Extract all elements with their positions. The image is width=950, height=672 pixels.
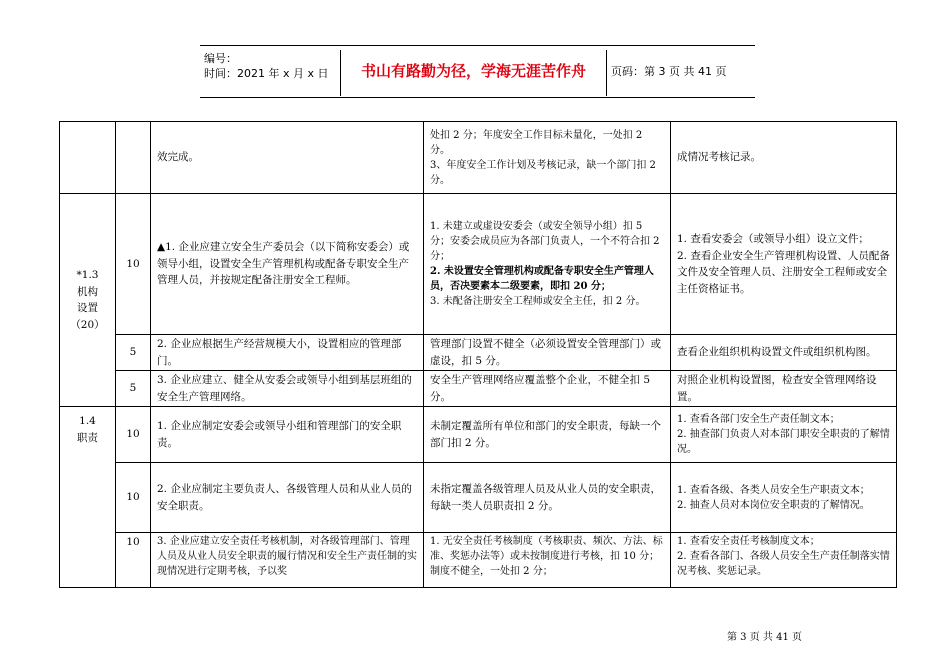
method-cell: 1. 查看各部门安全生产责任制文本； 2. 抽查部门负责人对本部门职安全职责的了解情况。 xyxy=(671,407,897,463)
table-row xyxy=(60,407,897,463)
requirement-cell: 3. 企业应建立安全责任考核机制，对各级管理部门、管理人员及从业人员安全职责的履行情况和安全生产责任制的实现情况进行定期考核，予以奖 xyxy=(151,533,424,588)
item-label: *1.3 机构 设置 （20） xyxy=(60,194,116,407)
score-cell xyxy=(116,122,151,194)
requirement-cell: 效完成。 xyxy=(151,122,424,194)
document-number-label: 编号： xyxy=(204,52,237,65)
table-row xyxy=(60,533,897,588)
method-cell: 1. 查看安委会（或领导小组）设立文件； 2. 查看企业安全生产管理机构设置、人员配备文件及安全管理人员、注册安全工程师或安全主任资格证书。 xyxy=(671,194,897,335)
deduction-line: 3、年度安全工作计划及考核记录，缺一个部门扣 2 分。 xyxy=(430,159,656,186)
requirement-cell: 2. 企业应根据生产经营规模大小，设置相应的管理部门。 xyxy=(151,335,424,371)
item-label: 1.4 职责 xyxy=(60,407,116,588)
deduction-cell xyxy=(424,122,671,194)
deduction-cell: 管理部门设置不健全（必须设置安全管理部门）或虚设，扣 5 分。 xyxy=(424,335,671,371)
score-cell: 10 xyxy=(116,194,151,335)
score-cell: 5 xyxy=(116,335,151,371)
veto-deduction-line: 2. 未设置安全管理机构或配备专职安全生产管理人员，否决要素本二级要素，即扣 20 分； xyxy=(430,266,654,292)
table-row xyxy=(60,335,897,371)
header-meta xyxy=(204,51,329,81)
score-cell: 10 xyxy=(116,407,151,463)
requirement-cell: 1. 企业应制定安委会或领导小组和管理部门的安全职责。 xyxy=(151,407,424,463)
score-cell: 10 xyxy=(116,463,151,533)
header-motto: 书山有路勤为径，学海无涯苦作舟 xyxy=(360,62,586,80)
method-cell: 成情况考核记录。 xyxy=(671,122,897,194)
header-page-info: 页码：第 3 页 共 41 页 xyxy=(611,65,727,78)
item-cell xyxy=(60,122,116,194)
deduction-cell: 1. 无安全责任考核制度（考核职责、频次、方法、标准、奖惩办法等）或未按制度进行考核，扣 10 分；制度不健全，一处扣 2 分； xyxy=(424,533,671,588)
deduction-cell: 未制定覆盖所有单位和部门的安全职责，每缺一个部门扣 2 分。 xyxy=(424,407,671,463)
header-divider xyxy=(606,50,607,96)
deduction-line: 处扣 2 分；年度安全工作目标未量化，一处扣 2 分。 xyxy=(430,129,643,156)
table-row xyxy=(60,122,897,194)
deduction-cell xyxy=(424,194,671,335)
deduction-cell: 未指定覆盖各级管理人员及从业人员的安全职责，每缺一类人员职责扣 2 分。 xyxy=(424,463,671,533)
deduction-cell: 安全生产管理网络应覆盖整个企业，不健全扣 5 分。 xyxy=(424,371,671,407)
score-cell: 10 xyxy=(116,533,151,588)
method-cell: 1. 查看各级、各类人员安全生产职责文本； 2. 抽查人员对本岗位安全职责的了解情况。 xyxy=(671,463,897,533)
page-header xyxy=(200,45,755,98)
table-row xyxy=(60,463,897,533)
method-cell: 1. 查看安全责任考核制度文本； 2. 查看各部门、各级人员安全生产责任制落实情况考核、奖惩记录。 xyxy=(671,533,897,588)
requirement-cell: 3. 企业应建立、健全从安委会或领导小组到基层班组的安全生产管理网络。 xyxy=(151,371,424,407)
document-date: 时间：2021 年 x 月 x 日 xyxy=(204,67,329,80)
requirement-cell: 2. 企业应制定主要负责人、各级管理人员和从业人员的安全职责。 xyxy=(151,463,424,533)
score-cell: 5 xyxy=(116,371,151,407)
page-footer: 第 3 页 共 41 页 xyxy=(727,632,802,643)
table-row xyxy=(60,194,897,335)
table-row xyxy=(60,371,897,407)
assessment-table xyxy=(59,121,897,588)
requirement-cell: ▲1. 企业应建立安全生产委员会（以下简称安委会）或领导小组，设置安全生产管理机构或配备专职安全生产管理人员，并按规定配备注册安全工程师。 xyxy=(151,194,424,335)
method-cell: 对照企业机构设置图，检查安全管理网络设置。 xyxy=(671,371,897,407)
method-cell: 查看企业组织机构设置文件或组织机构图。 xyxy=(671,335,897,371)
deduction-line: 1. 未建立或虚设安委会（或安全领导小组）扣 5 分；安委会成员应为各部门负责人，一个不符合扣 2 分； xyxy=(430,221,660,262)
deduction-line: 3. 未配备注册安全工程师或安全主任，扣 2 分。 xyxy=(430,296,646,307)
